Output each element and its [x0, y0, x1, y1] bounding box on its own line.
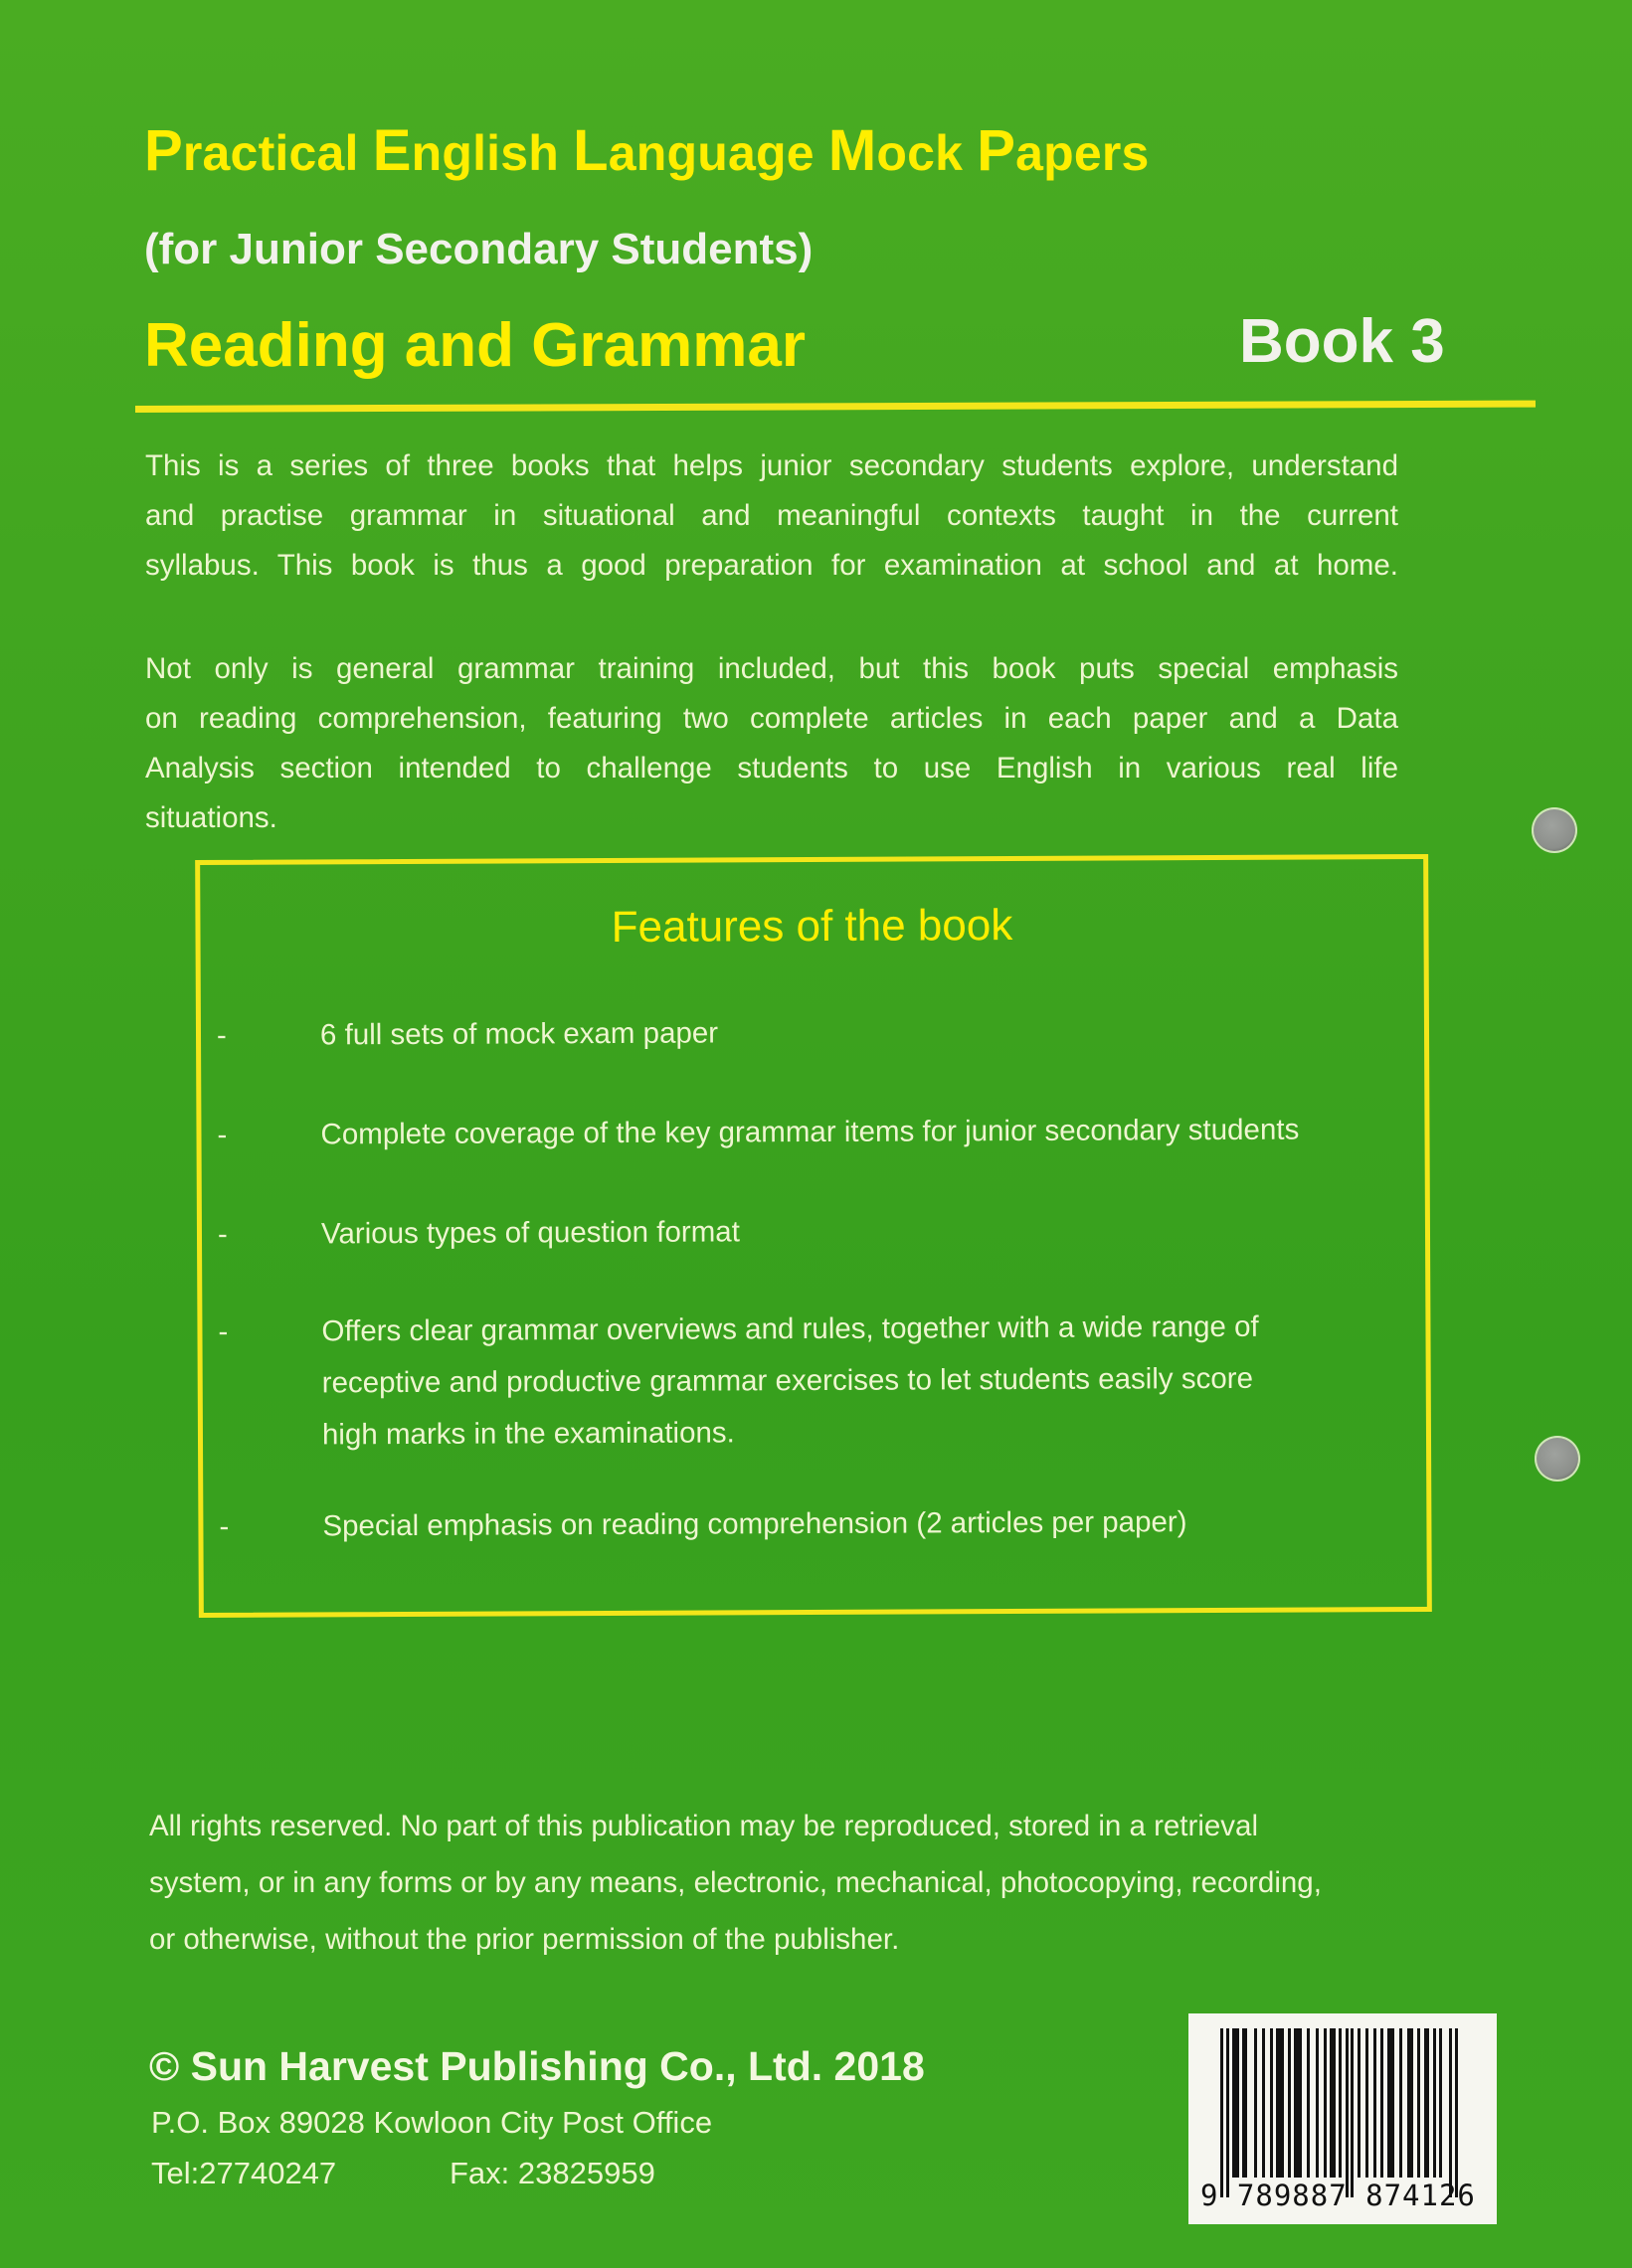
intro-paragraph-1	[145, 441, 1398, 591]
title-word: Mock	[827, 118, 978, 183]
feature-text: high marks in the examinations.	[321, 1416, 735, 1452]
copyright-line: © Sun Harvest Publishing Co., Ltd. 2018	[149, 2043, 925, 2089]
text-line: All rights reserved. No part of this publication may be reproduced, stored in a retrieval	[149, 1810, 1258, 1842]
title-word: Practical	[144, 118, 373, 183]
feature-item	[218, 1301, 1391, 1452]
feature-item	[219, 1495, 1392, 1543]
bullet-dash: -	[216, 1018, 227, 1052]
text-line: Analysis section intended to challenge students to use English in various real life	[145, 752, 1398, 785]
barcode-icon	[1218, 2028, 1472, 2197]
title-divider	[135, 401, 1536, 413]
text-line: or otherwise, without the prior permission of the publisher.	[149, 1923, 900, 1956]
bullet-dash: -	[219, 1509, 230, 1543]
features-title: Features of the book	[611, 901, 1013, 952]
publisher-fax: Fax: 23825959	[450, 2156, 655, 2190]
feature-item	[217, 1104, 1390, 1151]
text-line: This is a series of three books that helps junior secondary students explore, understand	[145, 449, 1398, 482]
rights-notice	[149, 1798, 1410, 1968]
book-heading: Reading and Grammar	[144, 311, 806, 380]
feature-text: Offers clear grammar overviews and rules, together with a wide range of	[321, 1309, 1259, 1348]
isbn-barcode	[1188, 2013, 1497, 2224]
title-word: Papers	[977, 118, 1150, 183]
bullet-dash: -	[217, 1217, 228, 1251]
punch-hole-icon	[1532, 807, 1577, 853]
bullet-dash: -	[218, 1314, 229, 1348]
text-line: on reading comprehension, featuring two complete articles in each paper and a Data	[145, 702, 1398, 735]
title-word: English	[372, 118, 574, 183]
features-box	[195, 854, 1432, 1618]
series-title	[144, 117, 1150, 184]
title-word: Language	[573, 118, 828, 183]
publisher-address: P.O. Box 89028 Kowloon City Post Office	[151, 2105, 713, 2140]
feature-text: 6 full sets of mock exam paper	[319, 1016, 719, 1052]
feature-text: receptive and productive grammar exercises to let students easily score	[321, 1361, 1254, 1400]
feature-text: Special emphasis on reading comprehension (2 articles per paper)	[322, 1505, 1187, 1543]
text-line: syllabus. This book is thus a good preparation for examination at school and at home.	[145, 549, 1398, 582]
text-line: system, or in any forms or by any means, electronic, mechanical, photocopying, recording,	[149, 1866, 1322, 1899]
text-line: and practise grammar in situational and meaningful contexts taught in the current	[145, 499, 1398, 532]
feature-item	[217, 1203, 1391, 1251]
isbn-number: 9 789887 874126	[1200, 2179, 1476, 2212]
intro-paragraph-2	[145, 644, 1398, 843]
feature-item	[216, 1004, 1390, 1052]
text-line: situations.	[145, 801, 277, 834]
text-line: Not only is general grammar training included, but this book puts special emphasis	[145, 652, 1398, 685]
punch-hole-icon	[1535, 1436, 1580, 1482]
bullet-dash: -	[217, 1118, 228, 1151]
feature-text: Various types of question format	[320, 1215, 740, 1251]
subtitle: (for Junior Secondary Students)	[144, 225, 814, 273]
publisher-telephone: Tel:27740247	[151, 2156, 337, 2190]
book-number-label: Book 3	[1239, 307, 1445, 376]
feature-text: Complete coverage of the key grammar items for junior secondary students	[320, 1113, 1300, 1151]
